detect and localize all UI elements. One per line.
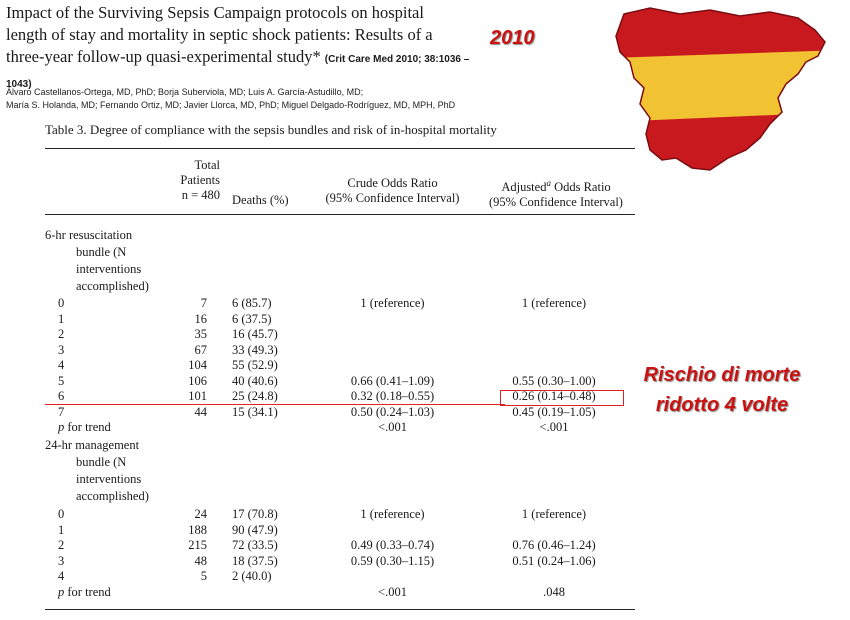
- section2-label-1: 24-hr management: [45, 438, 140, 452]
- row-deaths: 72 (33.5): [232, 538, 278, 552]
- trend-crude: <.001: [378, 420, 407, 434]
- row-label: 4: [58, 569, 65, 583]
- annotation-line-2: ridotto 4 volte: [655, 394, 789, 416]
- trend-crude: <.001: [378, 585, 407, 599]
- trend-label: [58, 585, 111, 600]
- authors-line-2: María S. Holanda, MD; Fernando Ortiz, MD; Javier Llorca, MD, PhD; Miguel Delgado-Rodríguez, MD, MPH, PhD: [6, 100, 456, 110]
- header-total-2: Patients: [180, 173, 220, 187]
- row-label: 2: [58, 327, 65, 341]
- section1-label-2: bundle (N: [76, 245, 127, 259]
- section2-label-2: bundle (N: [76, 455, 127, 469]
- row-n: 188: [188, 522, 207, 537]
- row-n: 35: [194, 327, 207, 341]
- row-adj: 0.45 (0.19–1.05): [512, 404, 596, 419]
- section1-label-1: 6-hr resuscitation: [45, 228, 133, 242]
- section2-label-4: accomplished): [76, 489, 149, 503]
- highlight-box: [500, 390, 624, 406]
- row-deaths: 90 (47.9): [232, 522, 278, 537]
- row-label: 4: [58, 358, 65, 372]
- table-header-rule: [45, 214, 635, 215]
- trend-label: [58, 420, 111, 435]
- row-crude: 0.32 (0.18–0.55): [350, 389, 435, 403]
- row-n: 16: [194, 311, 207, 326]
- row-crude: 0.59 (0.30–1.15): [350, 553, 435, 568]
- row-crude: 1 (reference): [360, 507, 425, 521]
- row-n: 5: [200, 569, 207, 583]
- header-adjusted-ci: (95% Confidence Interval): [489, 195, 623, 210]
- trend-text: for trend: [64, 585, 111, 599]
- section1-label-3: interventions: [76, 262, 142, 276]
- row-crude: 0.49 (0.33–0.74): [350, 538, 435, 552]
- header-adjusted: [475, 176, 637, 210]
- table-bottom-rule: [45, 609, 635, 610]
- section2-label-3: interventions: [76, 472, 142, 486]
- highlight-underline: [45, 404, 505, 405]
- row-deaths: 18 (37.5): [232, 553, 278, 568]
- row-n: 24: [194, 507, 207, 521]
- header-crude: [310, 176, 475, 206]
- header-total-3: n = 480: [181, 188, 220, 202]
- title-line-1: Impact of the Surviving Sepsis Campaign protocols on hospital: [6, 3, 424, 22]
- authors-line-1: Álvaro Castellanos-Ortega, MD, PhD; Borja Suberviola, MD; Luis A. García-Astudillo, MD;: [6, 87, 364, 97]
- row-adj: 0.76 (0.46–1.24): [512, 538, 596, 552]
- header-adjusted-sup: a: [546, 178, 551, 188]
- row-crude: 0.50 (0.24–1.03): [350, 404, 435, 419]
- title-line-2: length of stay and mortality in septic shock patients: Results of a: [6, 25, 433, 44]
- row-deaths: 6 (85.7): [232, 296, 272, 310]
- row-deaths: 25 (24.8): [232, 389, 278, 403]
- authors: [6, 86, 566, 112]
- row-n: 101: [188, 389, 207, 403]
- row-adj: 0.26 (0.14–0.48): [512, 389, 596, 403]
- article-title: [6, 2, 476, 96]
- spain-flag-map-icon: [610, 0, 842, 185]
- row-label: 7: [58, 404, 65, 419]
- row-label: 3: [58, 342, 65, 357]
- row-label: 5: [58, 373, 65, 388]
- title-line-3: three-year follow-up quasi-experimental study*: [6, 47, 321, 66]
- row-label: 2: [58, 538, 65, 552]
- row-adj: 0.51 (0.24–1.06): [512, 553, 596, 568]
- row-deaths: 6 (37.5): [232, 311, 272, 326]
- row-label: 1: [58, 522, 65, 537]
- header-deaths: Deaths (%): [232, 193, 289, 207]
- row-crude: 1 (reference): [360, 296, 425, 310]
- annotation-line-1: Rischio di morte: [643, 364, 801, 386]
- row-label: 1: [58, 311, 65, 326]
- row-deaths: 2 (40.0): [232, 569, 272, 583]
- header-total: [150, 158, 220, 203]
- row-crude: 0.66 (0.41–1.09): [350, 373, 435, 388]
- table-top-rule: [45, 148, 635, 149]
- citation: (Crit Care Med 2010; 38:1036 –1043): [6, 54, 470, 90]
- header-crude-2: (95% Confidence Interval): [325, 191, 460, 205]
- header-total-1: Total: [194, 158, 220, 172]
- header-adjusted-post: Odds Ratio: [550, 180, 611, 195]
- trend-p: p: [58, 420, 65, 434]
- row-n: 67: [194, 342, 207, 357]
- trend-adj: .048: [543, 585, 565, 599]
- row-deaths: 15 (34.1): [232, 404, 278, 419]
- row-adj: 1 (reference): [521, 507, 587, 521]
- row-deaths: 17 (70.8): [232, 507, 278, 521]
- row-deaths: 16 (45.7): [232, 327, 278, 341]
- row-n: 48: [194, 553, 207, 568]
- row-deaths: 55 (52.9): [232, 358, 278, 372]
- header-adjusted-line1: [475, 176, 637, 195]
- row-deaths: 33 (49.3): [232, 342, 278, 357]
- header-crude-1: Crude Odds Ratio: [347, 176, 438, 190]
- table-caption: Table 3. Degree of compliance with the sepsis bundles and risk of in-hospital mortality: [45, 122, 497, 137]
- row-deaths: 40 (40.6): [232, 373, 278, 388]
- row-label: 0: [58, 296, 65, 310]
- row-n: 104: [188, 358, 207, 372]
- row-n: 215: [188, 538, 207, 552]
- row-label: 0: [58, 507, 65, 521]
- year-label: 2010: [490, 27, 535, 49]
- row-label: 6: [58, 389, 65, 403]
- trend-p: p: [58, 585, 65, 599]
- header-adjusted-pre: Adjusted: [501, 180, 547, 195]
- row-n: 7: [200, 296, 207, 310]
- row-label: 3: [58, 553, 65, 568]
- trend-adj: <.001: [539, 420, 569, 434]
- row-adj: 0.55 (0.30–1.00): [512, 373, 596, 388]
- section1-label-4: accomplished): [76, 279, 149, 293]
- row-adj: 1 (reference): [521, 296, 587, 310]
- row-n: 44: [194, 404, 207, 419]
- trend-text: for trend: [64, 420, 111, 434]
- row-n: 106: [188, 373, 207, 388]
